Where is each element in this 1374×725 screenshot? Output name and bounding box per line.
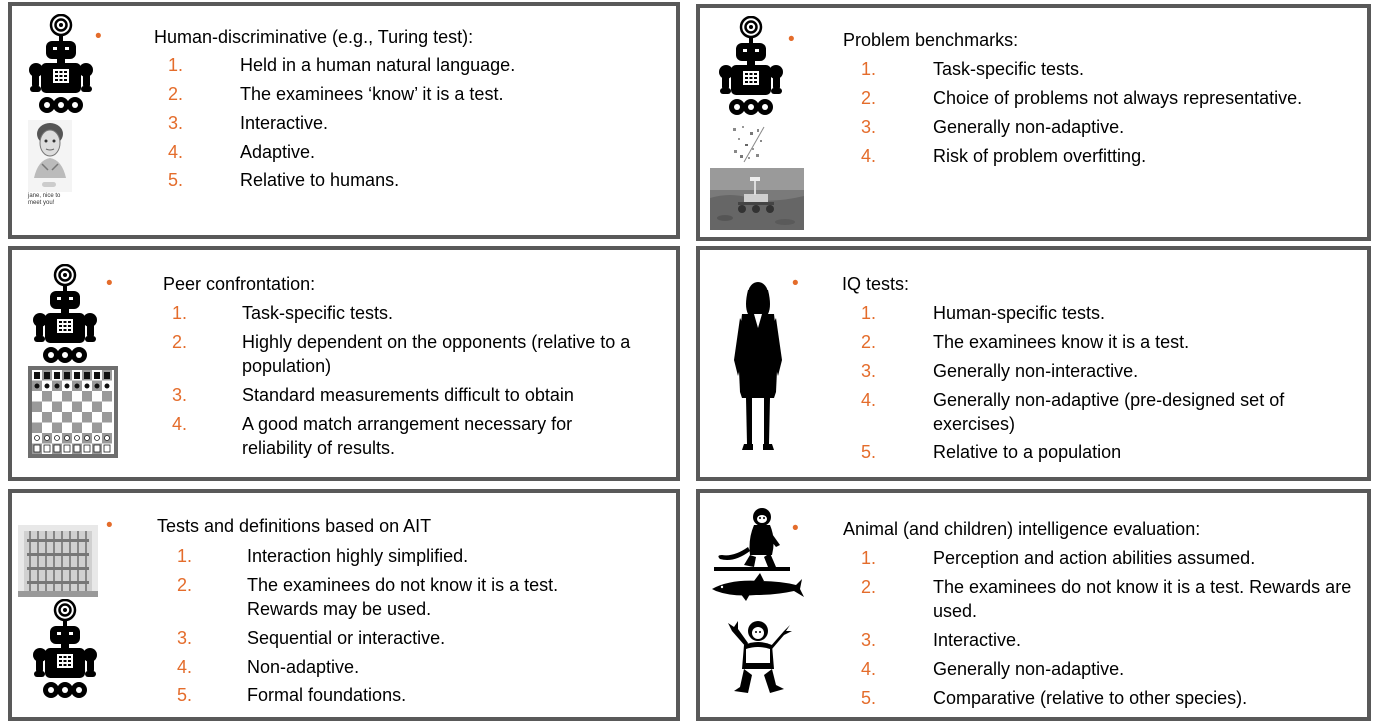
item-text: Generally non-adaptive (pre-designed set of exercises) — [933, 390, 1285, 434]
item-text: A good match arrangement necessary for reliability of results. — [242, 414, 573, 458]
item-text: Interactive. — [240, 113, 329, 133]
item-text: Held in a human natural language. — [240, 55, 516, 75]
item-text: The examinees do not know it is a test. Rewards may be used. — [247, 575, 559, 619]
item-text: Comparative (relative to other species). — [933, 688, 1248, 708]
panel-peer-confrontation — [8, 246, 680, 481]
child-icon — [724, 617, 794, 697]
panel-animal-evaluation — [696, 489, 1371, 721]
item-text: Relative to a population — [933, 442, 1122, 462]
item-text: Choice of problems not always representative. — [933, 88, 1303, 108]
panel-title: Peer confrontation: — [163, 274, 316, 294]
item-number: 4. — [177, 657, 193, 677]
difference-engine-image — [18, 525, 98, 597]
item-number: 3. — [861, 630, 877, 650]
item-number: 2. — [861, 88, 877, 108]
item-text: Relative to humans. — [240, 170, 400, 190]
panel-ait — [8, 489, 680, 721]
item-text: Task-specific tests. — [242, 303, 394, 323]
panel-title: Human-discriminative (e.g., Turing test): — [154, 27, 474, 47]
item-text: The examinees know it is a test. — [933, 332, 1190, 352]
item-number: 3. — [172, 385, 188, 405]
item-number: 5. — [168, 170, 184, 190]
robot-icon — [30, 599, 100, 699]
scatter-thumbnail — [730, 124, 770, 164]
bullet-icon: • — [792, 273, 799, 294]
panel-title: Problem benchmarks: — [843, 30, 1019, 50]
chatbot-caption: jane, nice to meet you! — [28, 193, 61, 206]
item-text: The examinees ‘know’ it is a test. — [240, 84, 504, 104]
chessboard-image — [28, 366, 118, 458]
item-text: Generally non-adaptive. — [933, 659, 1125, 679]
item-text: Generally non-interactive. — [933, 361, 1139, 381]
item-number: 3. — [177, 628, 193, 648]
monkey-icon — [714, 505, 794, 575]
dolphin-icon — [710, 573, 804, 603]
mars-rover-photo — [710, 168, 804, 230]
bullet-icon: • — [95, 26, 102, 47]
panel-title: Tests and definitions based on AIT — [157, 516, 432, 536]
item-number: 4. — [168, 142, 184, 162]
item-number: 5. — [861, 442, 877, 462]
bullet-icon: • — [792, 518, 799, 539]
robot-icon — [26, 14, 96, 114]
item-text: Interaction highly simplified. — [247, 546, 469, 566]
panel-title: IQ tests: — [842, 274, 910, 294]
robot-icon — [30, 264, 100, 364]
item-number: 2. — [172, 332, 188, 352]
panel-problem-benchmarks — [696, 4, 1371, 241]
item-number: 3. — [861, 117, 877, 137]
item-number: 4. — [861, 659, 877, 679]
woman-silhouette-icon — [730, 280, 786, 456]
item-text: Perception and action abilities assumed. — [933, 548, 1256, 568]
item-text: Sequential or interactive. — [247, 628, 446, 648]
item-number: 1. — [861, 548, 877, 568]
item-text: The examinees do not know it is a test. Rewards are used. — [933, 577, 1352, 621]
item-number: 1. — [861, 303, 877, 323]
item-number: 1. — [172, 303, 188, 323]
item-text: Human-specific tests. — [933, 303, 1106, 323]
item-text: Adaptive. — [240, 142, 316, 162]
item-number: 2. — [168, 84, 184, 104]
item-number: 4. — [861, 390, 877, 410]
panel-iq-tests — [696, 246, 1371, 481]
item-number: 1. — [168, 55, 184, 75]
item-number: 2. — [861, 577, 877, 597]
item-number: 1. — [861, 59, 877, 79]
robot-icon — [716, 16, 786, 116]
item-text: Task-specific tests. — [933, 59, 1085, 79]
panel-title: Animal (and children) intelligence evaluation: — [843, 519, 1201, 539]
item-text: Interactive. — [933, 630, 1022, 650]
bullet-icon: • — [788, 29, 795, 50]
item-number: 3. — [168, 113, 184, 133]
item-number: 2. — [861, 332, 877, 352]
item-text: Highly dependent on the opponents (relative to a population) — [242, 332, 631, 376]
bullet-icon: • — [106, 515, 113, 536]
item-number: 4. — [172, 414, 188, 434]
item-text: Formal foundations. — [247, 685, 407, 705]
chatbot-face-image — [28, 120, 72, 208]
item-number: 3. — [861, 361, 877, 381]
item-text: Non-adaptive. — [247, 657, 360, 677]
item-number: 2. — [177, 575, 193, 595]
item-text: Generally non-adaptive. — [933, 117, 1125, 137]
item-text: Standard measurements difficult to obtain — [242, 385, 574, 405]
item-number: 5. — [177, 685, 193, 705]
item-number: 5. — [861, 688, 877, 708]
item-number: 1. — [177, 546, 193, 566]
bullet-icon: • — [106, 273, 113, 294]
item-number: 4. — [861, 146, 877, 166]
panel-human-discriminative — [8, 2, 680, 239]
item-text: Risk of problem overfitting. — [933, 146, 1147, 166]
